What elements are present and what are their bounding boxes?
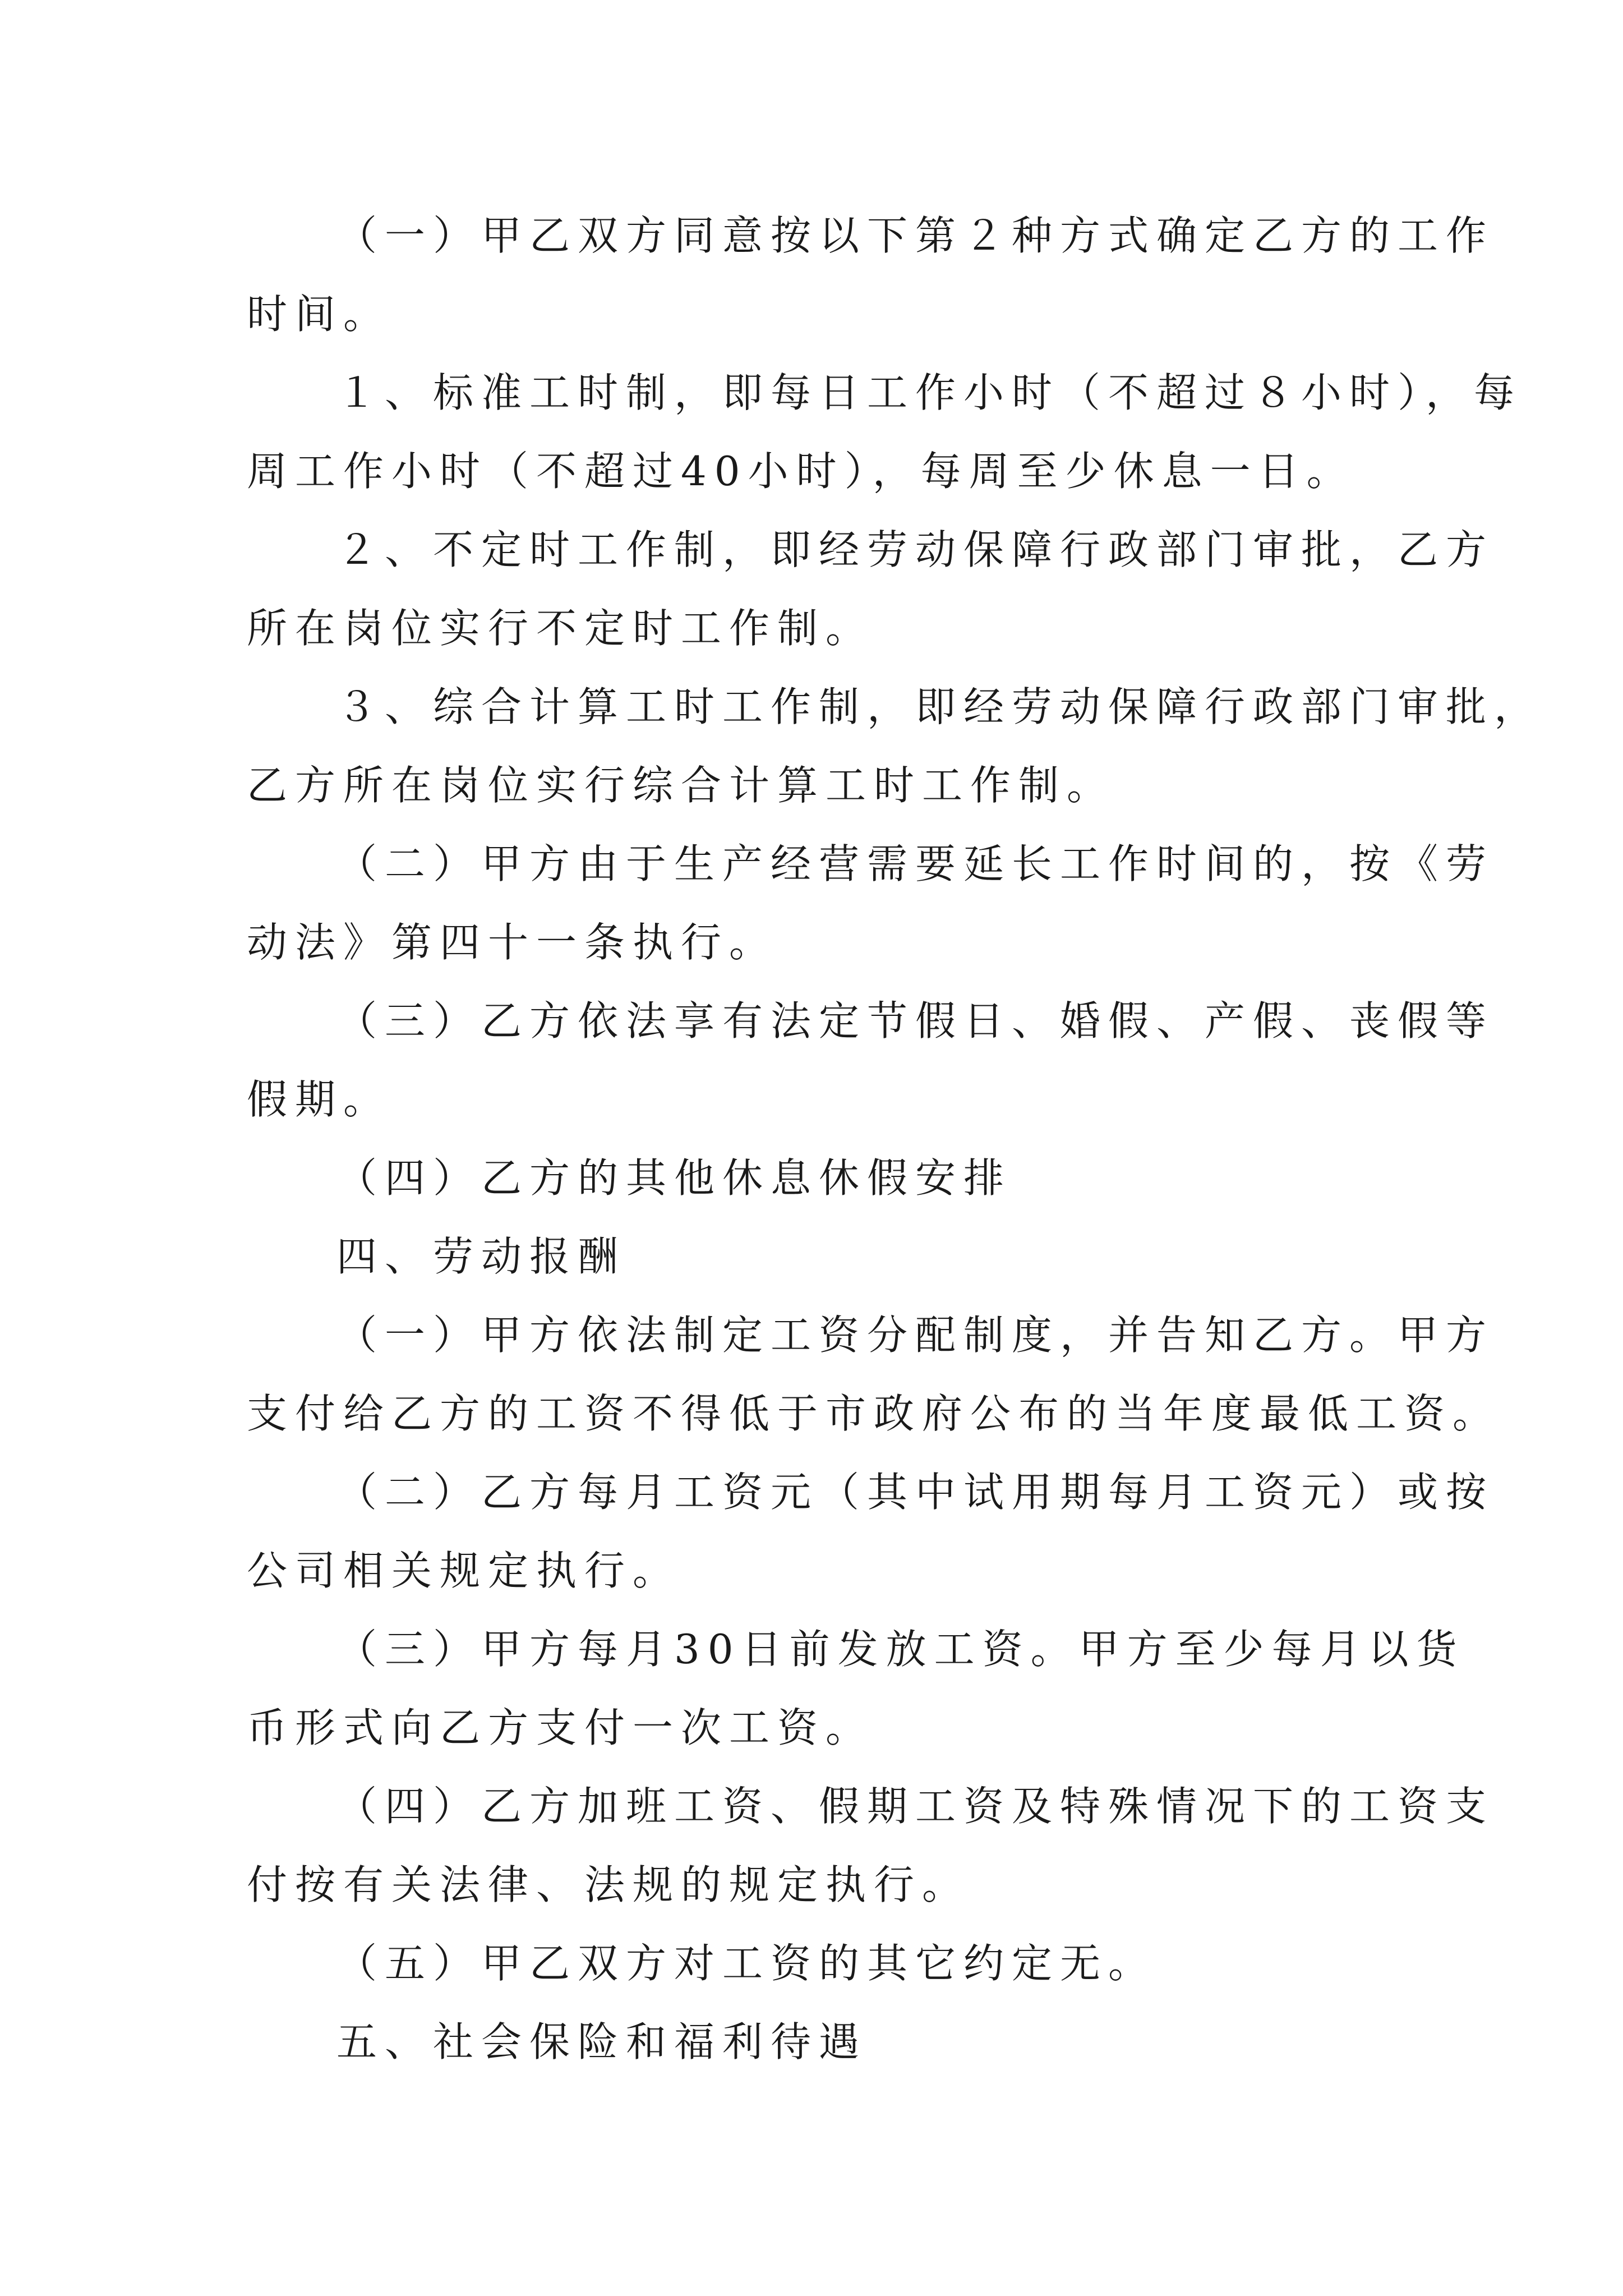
paragraph-line: （二）甲方由于生产经营需要延长工作时间的，按《劳	[336, 840, 1495, 887]
paragraph-line: 假期。	[247, 1076, 392, 1123]
paragraph-line: （四）乙方的其他休息休假安排	[336, 1154, 1012, 1202]
paragraph-line: 周工作小时（不超过40小时），每周至少休息一日。	[247, 448, 1355, 495]
paragraph-line: ３、综合计算工时工作制，即经劳动保障行政部门审批，	[336, 683, 1543, 730]
paragraph-line: 币形式向乙方支付一次工资。	[247, 1704, 874, 1751]
paragraph-line: 动法》第四十一条执行。	[247, 919, 778, 966]
paragraph-line: 时间。	[247, 291, 392, 338]
paragraph-line: 支付给乙方的工资不得低于市政府公布的当年度最低工资。	[247, 1390, 1501, 1437]
paragraph-line: （一）甲方依法制定工资分配制度，并告知乙方。甲方	[336, 1312, 1495, 1359]
paragraph-line: （二）乙方每月工资元（其中试用期每月工资元）或按	[336, 1469, 1495, 1516]
paragraph-line: （一）甲乙双方同意按以下第２种方式确定乙方的工作	[336, 212, 1495, 259]
paragraph-line: （三）甲方每月30日前发放工资。甲方至少每月以货	[336, 1626, 1465, 1673]
paragraph-line: 付按有关法律、法规的规定执行。	[247, 1861, 971, 1908]
paragraph-line: 公司相关规定执行。	[247, 1547, 681, 1594]
paragraph-line: （五）甲乙双方对工资的其它约定无。	[336, 1940, 1157, 1987]
paragraph-line: ２、不定时工作制，即经劳动保障行政部门审批，乙方	[336, 526, 1495, 573]
paragraph-line: 乙方所在岗位实行综合计算工时工作制。	[247, 762, 1115, 809]
paragraph-line: 所在岗位实行不定时工作制。	[247, 605, 874, 652]
paragraph-line: １、标准工时制，即每日工作小时（不超过８小时），每	[336, 369, 1523, 416]
section-heading: 五、社会保险和福利待遇	[336, 2018, 868, 2065]
section-heading: 四、劳动报酬	[336, 1233, 626, 1280]
paragraph-line: （三）乙方依法享有法定节假日、婚假、产假、丧假等	[336, 997, 1495, 1045]
paragraph-line: （四）乙方加班工资、假期工资及特殊情况下的工资支	[336, 1783, 1495, 1830]
